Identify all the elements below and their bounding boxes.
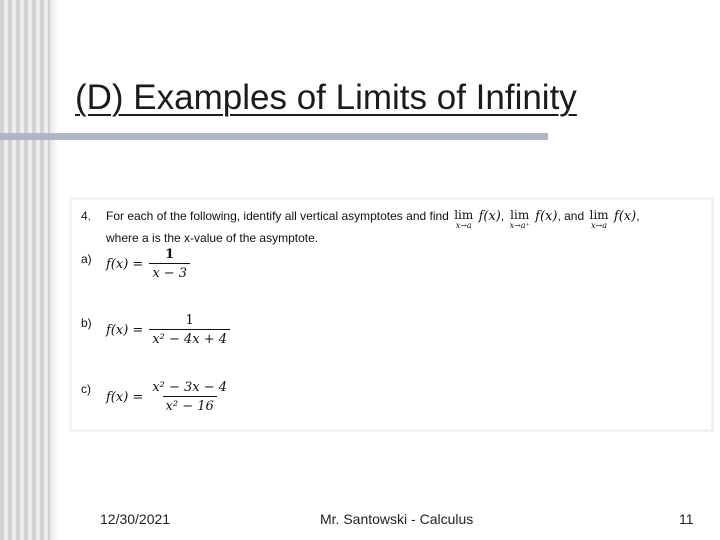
problem-statement-2: where a is the x-value of the asymptote. [106,231,319,245]
equation-lhs: f(x) = [106,322,144,338]
limit-function: f(x) [535,209,558,224]
limit-subscript: x→a [591,221,607,230]
limit-separator: , [500,209,505,223]
limit-word: lim [454,208,474,222]
denominator: x − 3 [149,263,190,281]
limit-separator: , [636,209,640,223]
equation-lhs: f(x) = [106,389,144,405]
numerator: 1 [185,313,194,328]
slide-title: (D) Examples of Limits of Infinity [75,78,577,117]
problem-statement [106,209,640,230]
limit-operator [510,209,530,230]
limit-operator [589,209,608,230]
limit-subscript: x→a [455,221,472,230]
decorative-stripes [0,0,58,540]
part-label-a: a) [81,252,92,266]
denominator: x² − 16 [163,396,217,414]
footer-author: Mr. Santowski - Calculus [320,511,474,527]
problem-intro: For each of the following, identify all vertical asymptotes and find [106,209,449,223]
limit-function: f(x) [478,209,501,224]
numerator: x² − 3x − 4 [152,380,228,395]
problem-panel [72,200,711,429]
equation-c [106,380,230,414]
limit-function: f(x) [613,209,637,224]
problem-number: 4. [81,209,92,223]
equation-b [106,313,230,347]
part-label-b: b) [81,316,92,330]
title-rule [0,133,548,140]
fraction [149,380,230,414]
numerator: 1 [165,247,175,262]
equation-a [106,247,190,281]
limit-subscript: x→a⁺ [509,221,530,230]
footer-date: 12/30/2021 [100,511,171,527]
limit-word: lim [589,208,609,222]
part-label-c: c) [81,382,91,396]
denominator: x² − 4x + 4 [149,329,230,347]
limit-separator: , and [557,209,585,223]
fraction [149,313,230,347]
footer-page-number: 11 [679,511,694,527]
limit-word: lim [510,208,530,222]
limit-operator [454,209,473,230]
equation-lhs: f(x) = [106,256,144,272]
fraction [149,247,190,281]
